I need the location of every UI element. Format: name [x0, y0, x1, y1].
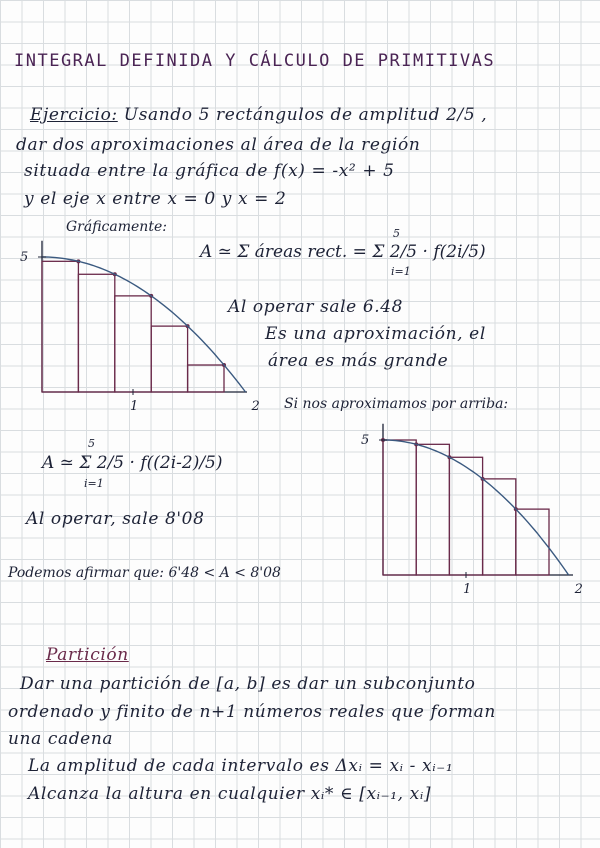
riemann-rect-2 — [416, 444, 449, 575]
exercise-line-4: y el eje x entre x = 0 y x = 2 — [24, 189, 287, 209]
partition-line-4: La amplitud de cada intervalo es Δxᵢ = xᵢ - xᵢ₋₁ — [28, 756, 454, 776]
lower-approx-2: área es más grande — [268, 351, 449, 371]
page-title: INTEGRAL DEFINIDA Y CÁLCULO DE PRIMITIVAS — [14, 51, 496, 71]
riemann-rect-4 — [151, 326, 187, 392]
lower-sum-top: 5 — [393, 227, 400, 240]
lower-sum-bottom: i=1 — [391, 265, 411, 278]
exercise-line-3: situada entre la gráfica de f(x) = -x² + 5 — [24, 161, 395, 181]
lower-sum-formula-text: A ≃ Σ áreas rect. = Σ 2/5 · f(2i/5) — [200, 242, 486, 262]
y-tick-label-5: 5 — [20, 250, 29, 265]
riemann-rect-1 — [42, 261, 78, 392]
riemann-rect-5 — [188, 365, 224, 392]
x-tick-label-1: 1 — [463, 582, 472, 597]
upper-sum-graph — [345, 425, 583, 605]
y-tick-label-5: 5 — [361, 433, 370, 448]
conclusion: Podemos afirmar que: 6'48 < A < 8'08 — [8, 565, 281, 581]
x-tick-label-2: 2 — [574, 582, 583, 597]
riemann-rect-3 — [115, 296, 151, 392]
function-curve — [383, 440, 569, 575]
partition-line-3: una cadena — [8, 729, 114, 749]
partition-line-5: Alcanza la altura en cualquier xᵢ* ∈ [xᵢ₋₁, xᵢ] — [28, 784, 432, 804]
exercise-line-2: dar dos aproximaciones al área de la región — [16, 135, 421, 155]
exercise-line-1 — [30, 107, 487, 124]
exercise-label: Ejercicio: — [30, 105, 118, 125]
function-curve — [42, 257, 246, 392]
lower-sum-formula — [200, 244, 486, 261]
upper-sum-formula: A ≃ Σ 2/5 · f((2i-2)/5) — [42, 453, 223, 473]
exercise-line-1-text: Usando 5 rectángulos de amplitud 2/5 , — [123, 105, 488, 125]
partition-line-1: Dar una partición de [a, b] es dar un subconjunto — [20, 674, 476, 694]
upper-intro: Si nos aproximamos por arriba: — [284, 396, 509, 412]
x-tick-label-2: 2 — [251, 399, 260, 414]
partition-line-2: ordenado y finito de n+1 números reales que forman — [8, 702, 496, 722]
riemann-rect-2 — [78, 274, 114, 392]
riemann-rect-1 — [383, 440, 416, 575]
graphic-label: Gráficamente: — [66, 219, 167, 235]
lower-approx-1: Es una aproximación, el — [265, 324, 486, 344]
upper-sum-top: 5 — [88, 437, 95, 450]
partition-heading: Partición — [46, 645, 129, 665]
upper-result: Al operar, sale 8'08 — [26, 509, 205, 529]
lower-result: Al operar sale 6.48 — [228, 297, 404, 317]
lower-sum-graph — [10, 240, 260, 430]
x-tick-label-1: 1 — [130, 399, 139, 414]
upper-sum-bottom: i=1 — [84, 477, 104, 490]
